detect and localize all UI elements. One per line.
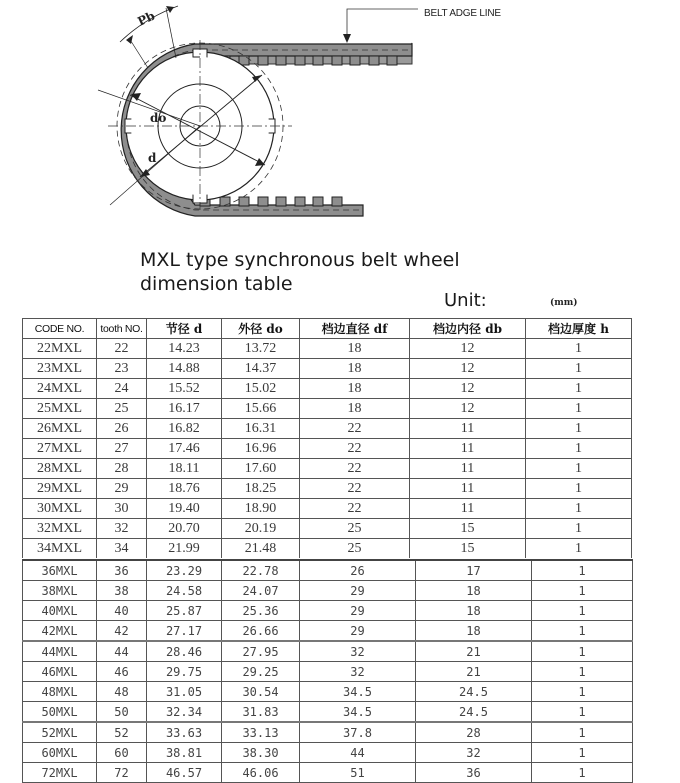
cell-flange-inner-diameter: 11 [410,499,526,519]
cell-pitch-diameter: 27.17 [147,621,222,642]
cell-pitch-diameter: 29.75 [147,662,222,682]
cell-pitch-diameter: 24.58 [147,581,222,601]
cell-flange-inner-diameter: 21 [416,662,532,682]
cell-tooth-no: 46 [97,662,147,682]
cell-outer-diameter: 16.31 [222,419,300,439]
cell-flange-inner-diameter: 11 [410,419,526,439]
cell-flange-diameter: 37.8 [300,722,416,743]
cell-flange-diameter: 29 [300,601,416,621]
cell-flange-diameter: 18 [300,339,410,359]
table-row [23,743,633,763]
cell-outer-diameter: 29.25 [222,662,300,682]
header-code-no: CODE NO. [23,319,97,339]
table-row [23,339,632,359]
cell-outer-diameter: 38.30 [222,743,300,763]
cell-tooth-no: 52 [97,722,147,743]
cell-pitch-diameter: 31.05 [147,682,222,702]
cell-tooth-no: 29 [97,479,147,499]
cell-outer-diameter: 18.90 [222,499,300,519]
cell-outer-diameter: 15.66 [222,399,300,419]
cell-code-no: 40MXL [23,601,97,621]
outer-diameter-label: do [150,111,167,125]
table-row [23,621,633,642]
cell-flange-thickness: 1 [526,539,632,559]
cell-flange-diameter: 34.5 [300,702,416,723]
cell-outer-diameter: 22.78 [222,560,300,581]
cell-flange-diameter: 44 [300,743,416,763]
cell-code-no: 42MXL [23,621,97,642]
cell-tooth-no: 34 [97,539,147,559]
cell-outer-diameter: 33.13 [222,722,300,743]
cell-flange-inner-diameter: 32 [416,743,532,763]
cell-outer-diameter: 26.66 [222,621,300,642]
cell-flange-thickness: 1 [532,662,633,682]
cell-tooth-no: 27 [97,439,147,459]
dimension-table-part-1 [22,318,632,558]
table-row [23,459,632,479]
table-row [23,601,633,621]
cell-flange-thickness: 1 [532,682,633,702]
cell-flange-diameter: 22 [300,439,410,459]
cell-outer-diameter: 30.54 [222,682,300,702]
cell-flange-inner-diameter: 24.5 [416,682,532,702]
cell-flange-thickness: 1 [526,399,632,419]
cell-flange-thickness: 1 [526,499,632,519]
cell-flange-diameter: 29 [300,621,416,642]
cell-code-no: 44MXL [23,641,97,662]
cell-flange-inner-diameter: 11 [410,479,526,499]
cell-tooth-no: 32 [97,519,147,539]
cell-pitch-diameter: 15.52 [147,379,222,399]
cell-code-no: 27MXL [23,439,97,459]
cell-outer-diameter: 31.83 [222,702,300,723]
cell-flange-thickness: 1 [526,459,632,479]
header-tooth-no: tooth NO. [97,319,147,339]
cell-flange-inner-diameter: 15 [410,539,526,559]
table-row [23,419,632,439]
cell-code-no: 36MXL [23,560,97,581]
cell-flange-inner-diameter: 21 [416,641,532,662]
table-row [23,581,633,601]
cell-flange-diameter: 22 [300,459,410,479]
cell-tooth-no: 30 [97,499,147,519]
cell-pitch-diameter: 33.63 [147,722,222,743]
cell-tooth-no: 25 [97,399,147,419]
cell-flange-diameter: 32 [300,641,416,662]
cell-code-no: 26MXL [23,419,97,439]
cell-code-no: 52MXL [23,722,97,743]
cell-outer-diameter: 15.02 [222,379,300,399]
cell-flange-inner-diameter: 18 [416,581,532,601]
pitch-diameter-label: d [148,151,157,165]
cell-flange-inner-diameter: 28 [416,722,532,743]
cell-tooth-no: 24 [97,379,147,399]
cell-flange-thickness: 1 [526,479,632,499]
cell-flange-diameter: 18 [300,379,410,399]
cell-code-no: 50MXL [23,702,97,723]
cell-flange-inner-diameter: 24.5 [416,702,532,723]
cell-pitch-diameter: 25.87 [147,601,222,621]
cell-outer-diameter: 24.07 [222,581,300,601]
cell-pitch-diameter: 20.70 [147,519,222,539]
cell-flange-thickness: 1 [532,641,633,662]
cell-tooth-no: 40 [97,601,147,621]
cell-pitch-diameter: 18.76 [147,479,222,499]
cell-flange-inner-diameter: 18 [416,601,532,621]
cell-flange-inner-diameter: 11 [410,459,526,479]
cell-flange-inner-diameter: 36 [416,763,532,783]
cell-tooth-no: 23 [97,359,147,379]
cell-flange-thickness: 1 [532,601,633,621]
cell-tooth-no: 38 [97,581,147,601]
table-row [23,479,632,499]
unit-value: (mm) [550,298,578,308]
cell-code-no: 60MXL [23,743,97,763]
table-row [23,379,632,399]
cell-flange-inner-diameter: 12 [410,359,526,379]
cell-flange-thickness: 1 [532,560,633,581]
cell-tooth-no: 44 [97,641,147,662]
cell-code-no: 29MXL [23,479,97,499]
table-row [23,662,633,682]
cell-flange-thickness: 1 [532,763,633,783]
cell-code-no: 28MXL [23,459,97,479]
cell-outer-diameter: 25.36 [222,601,300,621]
cell-code-no: 32MXL [23,519,97,539]
table-row [23,682,633,702]
cell-code-no: 22MXL [23,339,97,359]
table-row [23,439,632,459]
cell-flange-diameter: 29 [300,581,416,601]
cell-flange-diameter: 18 [300,399,410,419]
table-header-row [23,319,632,339]
table-row [23,359,632,379]
cell-flange-inner-diameter: 12 [410,339,526,359]
header-flange-diameter: 档边直径 df [300,319,410,339]
cell-pitch-diameter: 19.40 [147,499,222,519]
table-row [23,539,632,559]
cell-flange-thickness: 1 [526,419,632,439]
cell-flange-inner-diameter: 17 [416,560,532,581]
cell-pitch-diameter: 18.11 [147,459,222,479]
cell-pitch-diameter: 21.99 [147,539,222,559]
cell-code-no: 48MXL [23,682,97,702]
belt-edge-line-label: BELT ADGE LINE [424,8,501,19]
cell-outer-diameter: 17.60 [222,459,300,479]
cell-outer-diameter: 20.19 [222,519,300,539]
cell-code-no: 38MXL [23,581,97,601]
cell-outer-diameter: 21.48 [222,539,300,559]
cell-outer-diameter: 27.95 [222,641,300,662]
cell-outer-diameter: 13.72 [222,339,300,359]
cell-tooth-no: 72 [97,763,147,783]
cell-pitch-diameter: 14.88 [147,359,222,379]
cell-outer-diameter: 14.37 [222,359,300,379]
cell-outer-diameter: 16.96 [222,439,300,459]
cell-outer-diameter: 46.06 [222,763,300,783]
cell-flange-thickness: 1 [526,379,632,399]
table-row [23,560,633,581]
cell-tooth-no: 28 [97,459,147,479]
cell-flange-inner-diameter: 15 [410,519,526,539]
cell-flange-thickness: 1 [532,743,633,763]
table-row [23,702,633,723]
cell-flange-thickness: 1 [526,519,632,539]
cell-outer-diameter: 18.25 [222,479,300,499]
cell-tooth-no: 36 [97,560,147,581]
cell-flange-diameter: 25 [300,519,410,539]
cell-pitch-diameter: 46.57 [147,763,222,783]
cell-flange-thickness: 1 [532,581,633,601]
table-row [23,641,633,662]
cell-flange-diameter: 22 [300,479,410,499]
page-title [140,248,460,296]
cell-flange-thickness: 1 [526,339,632,359]
cell-flange-thickness: 1 [532,702,633,723]
cell-pitch-diameter: 38.81 [147,743,222,763]
cell-code-no: 30MXL [23,499,97,519]
cell-flange-inner-diameter: 12 [410,399,526,419]
cell-code-no: 23MXL [23,359,97,379]
cell-flange-diameter: 18 [300,359,410,379]
cell-pitch-diameter: 32.34 [147,702,222,723]
cell-tooth-no: 60 [97,743,147,763]
cell-tooth-no: 48 [97,682,147,702]
header-outer-diameter: 外径 do [222,319,300,339]
dimension-table-part-2 [22,559,633,783]
cell-flange-diameter: 26 [300,560,416,581]
cell-flange-diameter: 34.5 [300,682,416,702]
header-flange-thickness: 档边厚度 h [526,319,632,339]
cell-code-no: 34MXL [23,539,97,559]
title-line-2: dimension table [140,273,293,295]
table-row [23,722,633,743]
cell-flange-thickness: 1 [532,722,633,743]
cell-flange-diameter: 22 [300,419,410,439]
title-line-1: MXL type synchronous belt wheel [140,249,460,271]
cell-pitch-diameter: 28.46 [147,641,222,662]
cell-code-no: 72MXL [23,763,97,783]
belt-pulley-diagram [90,0,520,230]
cell-pitch-diameter: 14.23 [147,339,222,359]
cell-pitch-diameter: 23.29 [147,560,222,581]
cell-tooth-no: 22 [97,339,147,359]
cell-flange-thickness: 1 [526,439,632,459]
table-row [23,519,632,539]
unit-label: Unit: [444,290,487,311]
cell-flange-diameter: 32 [300,662,416,682]
cell-flange-diameter: 25 [300,539,410,559]
cell-pitch-diameter: 16.82 [147,419,222,439]
cell-tooth-no: 42 [97,621,147,642]
cell-tooth-no: 50 [97,702,147,723]
cell-code-no: 24MXL [23,379,97,399]
cell-tooth-no: 26 [97,419,147,439]
header-flange-inner-diameter: 档边内径 db [410,319,526,339]
cell-flange-inner-diameter: 12 [410,379,526,399]
cell-flange-inner-diameter: 11 [410,439,526,459]
cell-flange-diameter: 51 [300,763,416,783]
cell-code-no: 46MXL [23,662,97,682]
cell-flange-diameter: 22 [300,499,410,519]
table-row [23,399,632,419]
table-row [23,499,632,519]
cell-flange-thickness: 1 [532,621,633,642]
cell-flange-inner-diameter: 18 [416,621,532,642]
header-pitch-diameter: 节径 d [147,319,222,339]
cell-pitch-diameter: 16.17 [147,399,222,419]
pitch-label: Pb [135,8,158,29]
cell-pitch-diameter: 17.46 [147,439,222,459]
cell-flange-thickness: 1 [526,359,632,379]
cell-code-no: 25MXL [23,399,97,419]
